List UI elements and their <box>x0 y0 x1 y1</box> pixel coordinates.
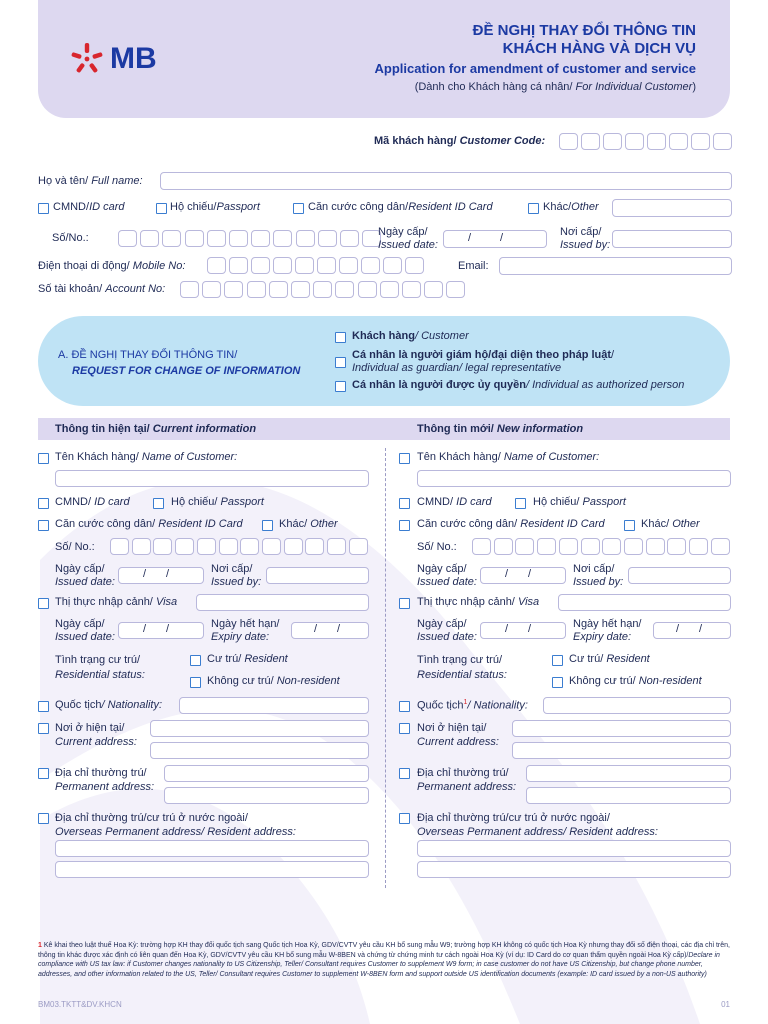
issue-date-label: Ngày cấp/ Issued date: <box>378 226 438 251</box>
current-id-number-cell[interactable] <box>197 538 216 555</box>
current-other-checkbox[interactable] <box>262 520 273 531</box>
mobile-cell[interactable] <box>207 257 226 274</box>
page-number: 01 <box>721 1000 730 1009</box>
new-permanent-input-1[interactable] <box>526 765 731 782</box>
new-info-header: Thông tin mới/ New information <box>417 423 584 435</box>
current-permanent-input-1[interactable] <box>164 765 369 782</box>
issue-date-input[interactable] <box>443 230 547 248</box>
current-address-checkbox[interactable] <box>38 723 49 734</box>
new-visa-input[interactable] <box>558 594 731 611</box>
current-nationality-input[interactable] <box>179 697 369 714</box>
other-id-label: Khác/Other <box>543 201 599 213</box>
new-overseas-input-1[interactable] <box>417 840 731 857</box>
new-id-number-cell[interactable] <box>624 538 643 555</box>
current-name-input[interactable] <box>55 470 369 487</box>
account-cell[interactable] <box>247 281 266 298</box>
current-expiry-label: Ngày hết hạn/ Expiry date: <box>211 618 280 643</box>
current-id-number-cell[interactable] <box>153 538 172 555</box>
fullname-input[interactable] <box>160 172 732 190</box>
account-cell[interactable] <box>446 281 465 298</box>
new-address-checkbox[interactable] <box>399 723 410 734</box>
current-nationality-label: Quốc tịch/ Nationality: <box>55 699 162 711</box>
current-issued-by-label: Nơi cấp/ Issued by: <box>211 563 262 588</box>
current-address-input-2[interactable] <box>150 742 369 759</box>
id-number-cell[interactable] <box>229 230 248 247</box>
footnote-marker: 1 <box>38 942 42 949</box>
cmnd-label: CMND/ID card <box>53 201 125 213</box>
account-cell[interactable] <box>202 281 221 298</box>
brand-name: MB <box>110 42 157 75</box>
new-passport-label: Hộ chiếu/ Passport <box>533 496 626 508</box>
title-vi-line2: KHÁCH HÀNG VÀ DỊCH VỤ <box>502 40 696 57</box>
current-id-number-cell[interactable] <box>262 538 281 555</box>
other-id-checkbox[interactable] <box>528 203 539 214</box>
new-name-checkbox[interactable] <box>399 453 410 464</box>
mobile-cell[interactable] <box>295 257 314 274</box>
current-passport-label: Hộ chiếu/ Passport <box>171 496 264 508</box>
authorized-option-label: Cá nhân là người được ủy quyền/ Individual as authorized person <box>352 379 685 391</box>
current-id-number-cell[interactable] <box>327 538 346 555</box>
fullname-label: Họ và tên/ Full name: <box>38 175 143 187</box>
id-number-cell[interactable] <box>207 230 226 247</box>
title-subtitle: (Dành cho Khách hàng cá nhân/ For Individual Customer) <box>414 81 696 93</box>
new-visa-issue-date-label: Ngày cấp/ Issued date: <box>417 618 477 643</box>
new-nationality-input[interactable] <box>543 697 731 714</box>
id-number-cell[interactable] <box>318 230 337 247</box>
current-id-number-cell[interactable] <box>305 538 324 555</box>
footnote-text-en: Declare in compliance with US tax law: if Customer changes nationality to US Citizenship, Teller/ Consultant requires Customer to supplement W9 form; in case customer do not have US Citizenship, but change phone number, addresses, and other information related to the US, Teller/ Consultant requires Customer to supplement W-8BEN form and support outside US identification documents (example: ID card issued by a non-US authority) <box>38 951 720 978</box>
current-nonresident-checkbox[interactable] <box>190 677 201 688</box>
cccd-checkbox[interactable] <box>293 203 304 214</box>
current-resident-checkbox[interactable] <box>190 655 201 666</box>
footnote-text-vi: Kê khai theo luật thuế Hoa Kỳ: trường hợp KH thay đổi quốc tịch sang Quốc tịch Hoa Kỳ, GDV/CVTV yêu cầu KH bổ sung mẫu W9; trường hợp KH không có quốc tịch Hoa Kỳ nhưng thay đổi số điện thoại, các địa chỉ trên, thông tin khác được xác định có liên quan đến Hoa Kỳ, GDV/CVTV yêu cầu KH bổ sung mẫu W-8BEN và chứng từ chứng minh tư cách ngoài Hoa Kỳ (ví dụ: ID Card do cơ quan thẩm quyền ngoài Hoa Kỳ cấp)/ <box>38 942 730 959</box>
title-en: Application for amendment of customer and service <box>374 61 696 76</box>
form-code: BM03.TKTT&DV.KHCN <box>38 1000 122 1009</box>
mobile-cell[interactable] <box>273 257 292 274</box>
account-cell[interactable] <box>380 281 399 298</box>
new-address-input-1[interactable] <box>512 720 731 737</box>
current-name-label: Tên Khách hàng/ Name of Customer: <box>55 451 238 463</box>
new-cccd-label: Căn cước công dân/ Resident ID Card <box>417 518 605 530</box>
new-other-checkbox[interactable] <box>624 520 635 531</box>
new-cmnd-label: CMND/ ID card <box>417 496 492 508</box>
id-number-cell[interactable] <box>251 230 270 247</box>
title-vi-line1: ĐỀ NGHỊ THAY ĐỔI THÔNG TIN <box>472 22 696 39</box>
customer-code-cell[interactable] <box>603 133 622 150</box>
new-name-input[interactable] <box>417 470 731 487</box>
account-cell[interactable] <box>313 281 332 298</box>
new-id-number-cell[interactable] <box>559 538 578 555</box>
account-cell[interactable] <box>291 281 310 298</box>
current-permanent-label: Địa chỉ thường trú/ Permanent address: <box>55 767 155 793</box>
current-other-label: Khác/ Other <box>279 518 338 530</box>
new-overseas-input-2[interactable] <box>417 861 731 878</box>
current-name-checkbox[interactable] <box>38 453 49 464</box>
current-id-number-cell[interactable] <box>240 538 259 555</box>
new-resident-label: Cư trú/ Resident <box>569 653 650 665</box>
new-residence-label: Tình trạng cư trú/ Residential status: <box>417 654 507 681</box>
cccd-label: Căn cước công dân/Resident ID Card <box>308 201 493 213</box>
new-visa-issue-date-input[interactable] <box>480 622 566 639</box>
other-id-input[interactable] <box>612 199 732 217</box>
email-input[interactable] <box>499 257 732 275</box>
new-cmnd-checkbox[interactable] <box>399 498 410 509</box>
customer-code-cell[interactable] <box>647 133 666 150</box>
id-number-cell[interactable] <box>118 230 137 247</box>
account-cell[interactable] <box>358 281 377 298</box>
id-number-cell[interactable] <box>185 230 204 247</box>
current-resident-label: Cư trú/ Resident <box>207 653 288 665</box>
new-id-number-cell[interactable] <box>602 538 621 555</box>
current-permanent-checkbox[interactable] <box>38 768 49 779</box>
new-nonresident-checkbox[interactable] <box>552 677 563 688</box>
new-nationality-checkbox[interactable] <box>399 701 410 712</box>
customer-code-cell[interactable] <box>713 133 732 150</box>
new-nonresident-label: Không cư trú/ Non-resident <box>569 675 702 687</box>
current-address-input-1[interactable] <box>150 720 369 737</box>
mobile-label: Điện thoại di động/ Mobile No: <box>38 260 186 272</box>
new-address-input-2[interactable] <box>512 742 731 759</box>
current-address-label: Nơi ở hiện tại/ Current address: <box>55 722 137 748</box>
account-cell[interactable] <box>224 281 243 298</box>
mobile-cell[interactable] <box>317 257 336 274</box>
passport-checkbox[interactable] <box>156 203 167 214</box>
authorized-checkbox[interactable] <box>335 381 346 392</box>
mobile-cell[interactable] <box>339 257 358 274</box>
id-number-label: Số/No.: <box>52 232 89 244</box>
current-id-number-cell[interactable] <box>175 538 194 555</box>
customer-option-label: Khách hàng/ Customer <box>352 330 469 342</box>
email-label: Email: <box>458 260 489 272</box>
new-visa-checkbox[interactable] <box>399 598 410 609</box>
account-cell[interactable] <box>180 281 199 298</box>
customer-code-cell[interactable] <box>581 133 600 150</box>
customer-code-label: Mã khách hàng/ Customer Code: <box>374 135 546 147</box>
footnote <box>38 941 730 979</box>
new-id-number-cell[interactable] <box>494 538 513 555</box>
customer-code-cell[interactable] <box>625 133 644 150</box>
new-address-label: Nơi ở hiện tại/ Current address: <box>417 722 499 748</box>
form-title <box>375 22 696 94</box>
new-id-number-cell[interactable] <box>646 538 665 555</box>
current-issue-date-input[interactable] <box>118 567 204 584</box>
current-overseas-input-1[interactable] <box>55 840 369 857</box>
cmnd-checkbox[interactable] <box>38 203 49 214</box>
new-cccd-checkbox[interactable] <box>399 520 410 531</box>
current-visa-checkbox[interactable] <box>38 598 49 609</box>
new-permanent-input-2[interactable] <box>526 787 731 804</box>
new-name-label: Tên Khách hàng/ Name of Customer: <box>417 451 600 463</box>
current-cmnd-checkbox[interactable] <box>38 498 49 509</box>
new-nationality-label: Quốc tịch$^1$/ Nationality: <box>417 699 528 712</box>
mobile-cell[interactable] <box>405 257 424 274</box>
new-id-number-label: Số/ No.: <box>417 541 457 553</box>
passport-label: Hộ chiếu/Passport <box>170 201 260 213</box>
customer-code-cell[interactable] <box>669 133 688 150</box>
mobile-cell[interactable] <box>383 257 402 274</box>
current-id-number-label: Số/ No.: <box>55 541 95 553</box>
guardian-checkbox[interactable] <box>335 357 346 368</box>
current-id-number-cell[interactable] <box>110 538 129 555</box>
section-a-title: A. ĐỀ NGHỊ THAY ĐỔI THÔNG TIN/ REQUEST FOR CHANGE OF INFORMATION <box>58 349 301 377</box>
current-info-header: Thông tin hiện tại/ Current information <box>55 423 257 435</box>
current-residence-label: Tình trạng cư trú/ Residential status: <box>55 654 145 681</box>
id-number-cell[interactable] <box>340 230 359 247</box>
id-number-cell[interactable] <box>296 230 315 247</box>
new-id-number-cell[interactable] <box>537 538 556 555</box>
guardian-option-label: Cá nhân là người giám hộ/đại diện theo pháp luật/ Individual as guardian/ legal representative <box>352 349 615 374</box>
account-label: Số tài khoản/ Account No: <box>38 283 166 295</box>
mobile-cell[interactable] <box>229 257 248 274</box>
new-expiry-input[interactable] <box>653 622 731 639</box>
current-id-number-cell[interactable] <box>132 538 151 555</box>
new-issued-by-label: Nơi cấp/ Issued by: <box>573 563 624 588</box>
current-nationality-checkbox[interactable] <box>38 701 49 712</box>
current-cmnd-label: CMND/ ID card <box>55 496 130 508</box>
new-expiry-label: Ngày hết hạn/ Expiry date: <box>573 618 642 643</box>
id-number-cell[interactable] <box>140 230 159 247</box>
current-id-number-cell[interactable] <box>284 538 303 555</box>
new-issue-date-label: Ngày cấp/ Issued date: <box>417 563 477 588</box>
current-overseas-checkbox[interactable] <box>38 813 49 824</box>
current-id-number-cell[interactable] <box>349 538 368 555</box>
account-cell[interactable] <box>402 281 421 298</box>
account-cell[interactable] <box>424 281 443 298</box>
issued-by-input[interactable] <box>612 230 732 248</box>
current-permanent-input-2[interactable] <box>164 787 369 804</box>
current-visa-label: Thị thực nhập cảnh/ Visa <box>55 596 178 608</box>
account-cell[interactable] <box>335 281 354 298</box>
mobile-cell[interactable] <box>361 257 380 274</box>
new-other-label: Khác/ Other <box>641 518 700 530</box>
new-id-number-cell[interactable] <box>472 538 491 555</box>
new-id-number-cell[interactable] <box>581 538 600 555</box>
new-permanent-checkbox[interactable] <box>399 768 410 779</box>
new-id-number-cell[interactable] <box>711 538 730 555</box>
current-visa-issue-date-label: Ngày cấp/ Issued date: <box>55 618 115 643</box>
current-overseas-label: Địa chỉ thường trú/cư trú ở nước ngoài/ Overseas Permanent address/ Resident address: <box>55 812 296 838</box>
current-id-number-cell[interactable] <box>219 538 238 555</box>
mb-star-icon <box>70 42 104 76</box>
new-id-number-cell[interactable] <box>515 538 534 555</box>
customer-code-cell[interactable] <box>559 133 578 150</box>
current-issue-date-label: Ngày cấp/ Issued date: <box>55 563 115 588</box>
column-divider <box>385 448 386 888</box>
id-number-cell[interactable] <box>273 230 292 247</box>
current-expiry-input[interactable] <box>291 622 369 639</box>
current-cccd-checkbox[interactable] <box>38 520 49 531</box>
new-id-number-cell[interactable] <box>667 538 686 555</box>
new-permanent-label: Địa chỉ thường trú/ Permanent address: <box>417 767 517 793</box>
new-issued-by-input[interactable] <box>628 567 731 584</box>
new-resident-checkbox[interactable] <box>552 655 563 666</box>
new-passport-checkbox[interactable] <box>515 498 526 509</box>
current-overseas-input-2[interactable] <box>55 861 369 878</box>
new-issue-date-input[interactable] <box>480 567 566 584</box>
new-id-number-cell[interactable] <box>689 538 708 555</box>
new-visa-label: Thị thực nhập cảnh/ Visa <box>417 596 540 608</box>
issued-by-label: Nơi cấp/ Issued by: <box>560 226 611 251</box>
current-visa-issue-date-input[interactable] <box>118 622 204 639</box>
current-visa-input[interactable] <box>196 594 369 611</box>
current-cccd-label: Căn cước công dân/ Resident ID Card <box>55 518 243 530</box>
mb-logo <box>70 38 200 80</box>
account-cell[interactable] <box>269 281 288 298</box>
new-overseas-label: Địa chỉ thường trú/cư trú ở nước ngoài/ Overseas Permanent address/ Resident address: <box>417 812 658 838</box>
mobile-cell[interactable] <box>251 257 270 274</box>
customer-code-cell[interactable] <box>691 133 710 150</box>
id-number-cell[interactable] <box>162 230 181 247</box>
current-issued-by-input[interactable] <box>266 567 369 584</box>
customer-checkbox[interactable] <box>335 332 346 343</box>
new-overseas-checkbox[interactable] <box>399 813 410 824</box>
current-passport-checkbox[interactable] <box>153 498 164 509</box>
current-nonresident-label: Không cư trú/ Non-resident <box>207 675 340 687</box>
